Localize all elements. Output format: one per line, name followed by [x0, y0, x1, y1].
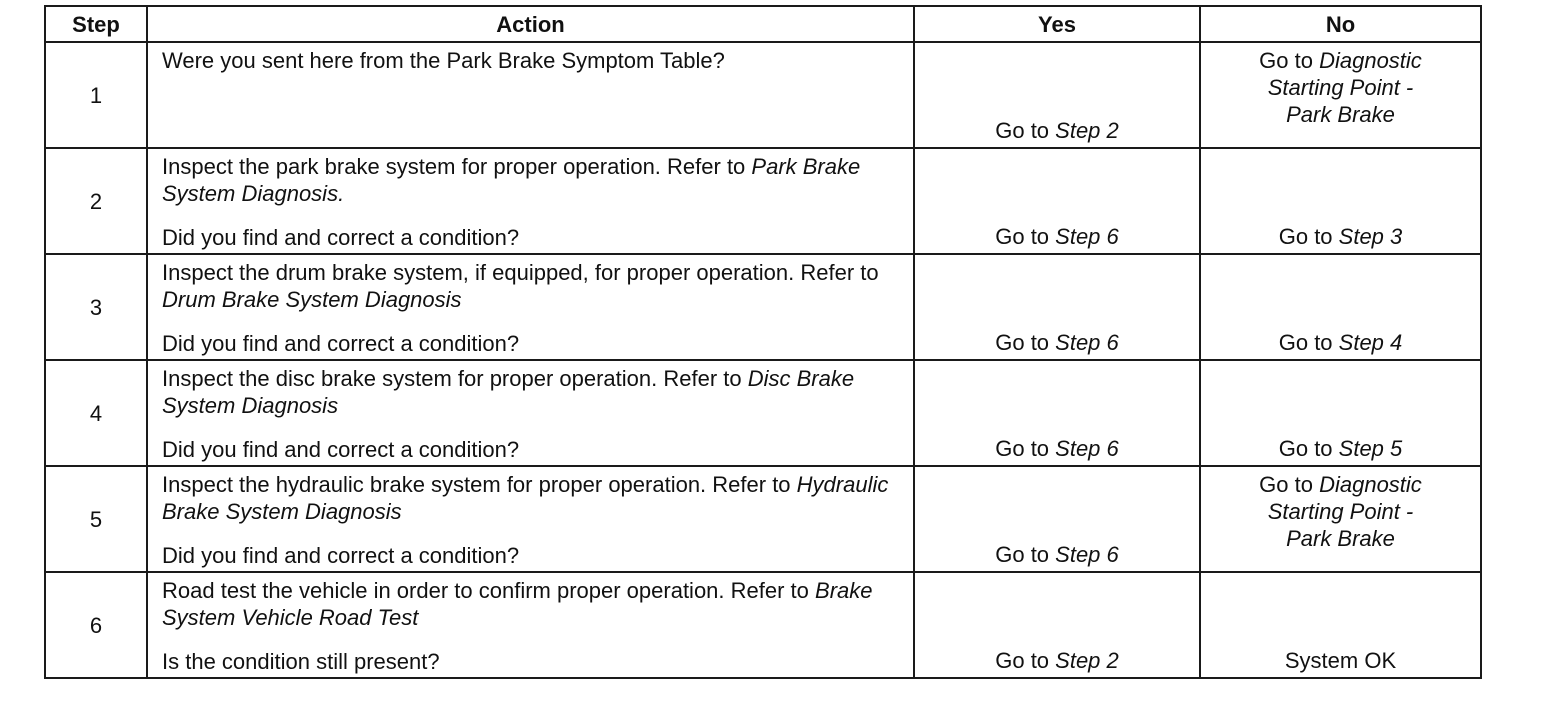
table-row	[45, 148, 1481, 254]
action-cell	[147, 572, 914, 678]
no-cell: Go to Diagnostic Starting Point - Park Brake	[1200, 42, 1481, 148]
yes-step-link[interactable]: Step 6	[1055, 436, 1119, 461]
no-reference[interactable]: Diagnostic	[1319, 48, 1422, 73]
yes-step-link[interactable]: Step 2	[1055, 648, 1119, 673]
action-instruction: Inspect the park brake system for proper operation. Refer to Park Brake System Diagnosis.	[162, 154, 861, 206]
yes-cell: Go to Step 6	[914, 466, 1200, 572]
action-instruction: Inspect the drum brake system, if equipped, for proper operation. Refer to Drum Brake System Diagnosis	[162, 260, 879, 312]
no-step-link[interactable]: Step 5	[1338, 436, 1403, 461]
action-reference[interactable]: Drum Brake System Diagnosis	[162, 287, 462, 312]
yes-cell: Go to Step 6	[914, 360, 1200, 466]
yes-step-link[interactable]: Step 6	[1055, 330, 1119, 355]
table-row	[45, 254, 1481, 360]
yes-step-link[interactable]: Step 6	[1055, 542, 1119, 567]
diagnostic-table	[44, 5, 1482, 679]
action-cell	[147, 42, 914, 148]
action-question: Did you find and correct a condition?	[162, 225, 520, 250]
action-question: Did you find and correct a condition?	[162, 543, 520, 568]
action-reference[interactable]: Park Brake System Diagnosis.	[162, 154, 861, 206]
table-row	[45, 42, 1481, 148]
action-question: Did you find and correct a condition?	[162, 331, 520, 356]
action-reference[interactable]: Hydraulic Brake System Diagnosis	[162, 472, 889, 524]
yes-step-link[interactable]: Step 6	[1055, 224, 1119, 249]
table-header-row	[45, 6, 1481, 42]
no-reference-line3[interactable]: Park Brake	[1286, 526, 1395, 551]
step-number: 1	[45, 42, 147, 148]
step-number: 4	[45, 360, 147, 466]
no-reference-line2[interactable]: Starting Point -	[1267, 499, 1414, 524]
no-cell	[1200, 572, 1481, 678]
step-number: 2	[45, 148, 147, 254]
no-reference-line2[interactable]: Starting Point -	[1267, 75, 1414, 100]
no-cell: Go to Diagnostic Starting Point - Park Brake	[1200, 466, 1481, 572]
no-reference-line3[interactable]: Park Brake	[1286, 102, 1395, 127]
action-cell	[147, 254, 914, 360]
yes-step-link[interactable]: Step 2	[1055, 118, 1119, 143]
yes-cell: Go to Step 2	[914, 42, 1200, 148]
action-cell	[147, 466, 914, 572]
yes-cell: Go to Step 6	[914, 254, 1200, 360]
header-no: No	[1200, 6, 1481, 42]
action-instruction: Inspect the hydraulic brake system for proper operation. Refer to Hydraulic Brake System Diagnosis	[162, 472, 889, 524]
action-reference[interactable]: Disc Brake System Diagnosis	[162, 366, 855, 418]
action-question: Did you find and correct a condition?	[162, 437, 520, 462]
table-row	[45, 360, 1481, 466]
action-cell	[147, 360, 914, 466]
action-cell	[147, 148, 914, 254]
action-question: Is the condition still present?	[162, 649, 440, 674]
action-instruction: Were you sent here from the Park Brake Symptom Table?	[162, 48, 725, 73]
action-reference[interactable]: Brake System Vehicle Road Test	[162, 578, 873, 630]
no-step-link[interactable]: Step 4	[1338, 330, 1403, 355]
action-instruction: Road test the vehicle in order to confirm proper operation. Refer to Brake System Vehicle Road Test	[162, 578, 873, 630]
yes-cell: Go to Step 6	[914, 148, 1200, 254]
no-step-link[interactable]: Step 3	[1338, 224, 1403, 249]
step-number: 6	[45, 572, 147, 678]
header-step: Step	[45, 6, 147, 42]
table-row	[45, 572, 1481, 678]
step-number: 5	[45, 466, 147, 572]
no-cell: Go to Step 3	[1200, 148, 1481, 254]
no-reference[interactable]: Diagnostic	[1319, 472, 1422, 497]
header-yes: Yes	[914, 6, 1200, 42]
table-row	[45, 466, 1481, 572]
step-number: 3	[45, 254, 147, 360]
no-cell: Go to Step 5	[1200, 360, 1481, 466]
header-action: Action	[147, 6, 914, 42]
action-instruction: Inspect the disc brake system for proper operation. Refer to Disc Brake System Diagnosis	[162, 366, 855, 418]
yes-cell: Go to Step 2	[914, 572, 1200, 678]
no-result: System OK	[1284, 648, 1397, 673]
no-cell: Go to Step 4	[1200, 254, 1481, 360]
